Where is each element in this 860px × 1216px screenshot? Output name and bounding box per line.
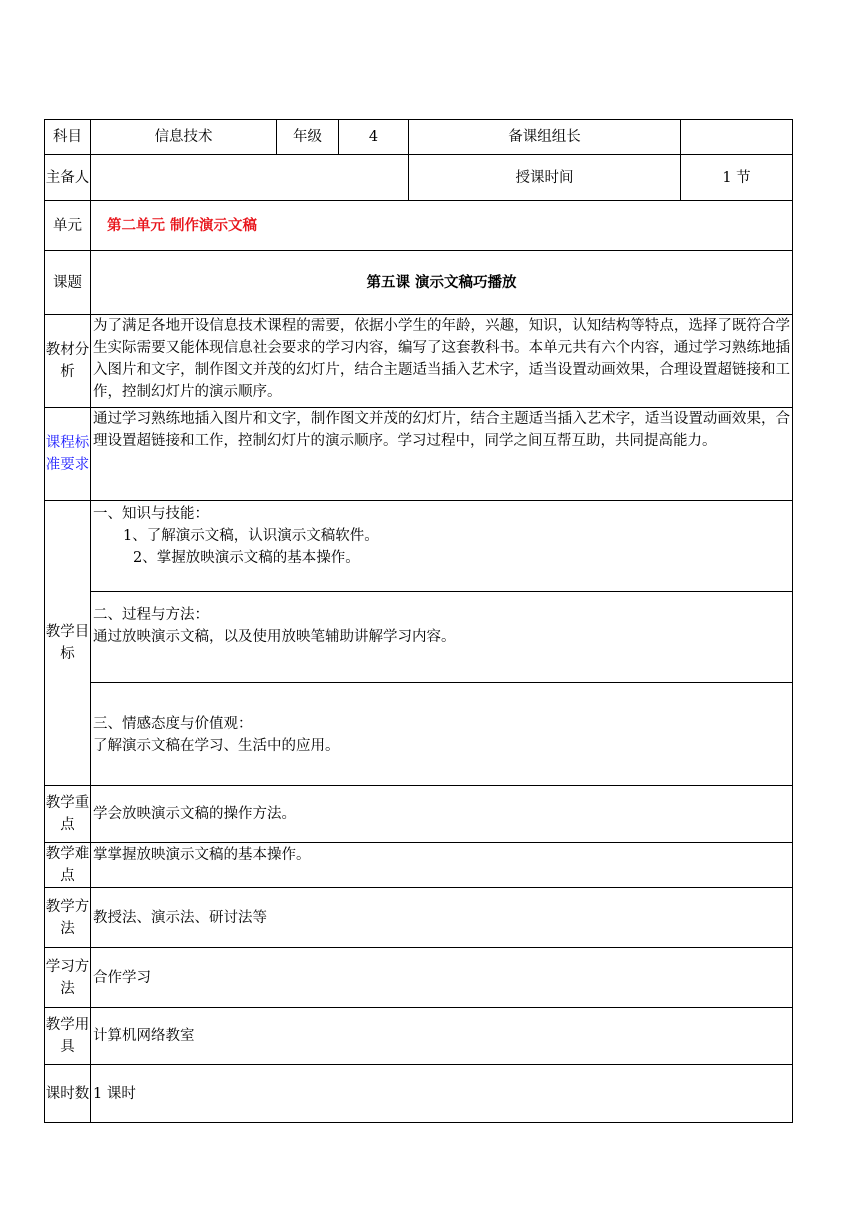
objective-knowledge-row	[45, 501, 793, 592]
preparer-value	[91, 155, 409, 201]
grade-label: 年级	[277, 120, 339, 155]
process-title: 二、过程与方法：	[93, 607, 209, 623]
key-point-value: 学会放映演示文稿的操作方法。	[91, 786, 793, 843]
hours-label: 课时数	[45, 1065, 91, 1123]
grade-value: 4	[339, 120, 409, 155]
group-leader-label: 备课组组长	[409, 120, 681, 155]
knowledge-item-2: 2、掌握放映演示文稿的基本操作。	[133, 550, 360, 566]
difficulty-value: 掌掌握放映演示文稿的基本操作。	[91, 843, 793, 888]
key-point-row	[45, 786, 793, 843]
preparer-label: 主备人	[45, 155, 91, 201]
subject-value: 信息技术	[91, 120, 277, 155]
unit-row	[45, 201, 793, 251]
analysis-row	[45, 315, 793, 408]
time-value: 1 节	[681, 155, 793, 201]
learning-method-value: 合作学习	[91, 948, 793, 1008]
objective-process-row	[45, 592, 793, 683]
teaching-method-row	[45, 888, 793, 948]
objective-emotion-row	[45, 683, 793, 786]
standard-text: 通过学习熟练地插入图片和文字，制作图文并茂的幻灯片，结合主题适当插入艺术字，适当设置动画效果，合理设置超链接和工作，控制幻灯片的演示顺序。学习过程中，同学之间互帮互助，共同提高能力。	[91, 408, 793, 501]
analysis-label: 教材分析	[45, 315, 91, 408]
unit-label: 单元	[45, 201, 91, 251]
unit-value: 第二单元 制作演示文稿	[91, 201, 793, 251]
key-point-label: 教学重点	[45, 786, 91, 843]
subject-label: 科目	[45, 120, 91, 155]
knowledge-title: 一、知识与技能：	[93, 506, 209, 522]
lesson-title: 第五课 演示文稿巧播放	[91, 251, 793, 315]
learning-method-row	[45, 948, 793, 1008]
objectives-label: 教学目标	[45, 501, 91, 786]
header-row-1	[45, 120, 793, 155]
knowledge-item-1: 1、了解演示文稿，认识演示文稿软件。	[123, 528, 379, 544]
emotion-title: 三、情感态度与价值观：	[93, 716, 253, 732]
difficulty-label: 教学难点	[45, 843, 91, 888]
analysis-text: 为了满足各地开设信息技术课程的需要，依据小学生的年龄，兴趣，知识，认知结构等特点，选择了既符合学生实际需要又能体现信息社会要求的学习内容，编写了这套教科书。本单元共有六个内容，通过学习熟练地插入图片和文字，制作图文并茂的幻灯片，结合主题适当插入艺术字，适当设置动画效果，合理设置超链接和工作，控制幻灯片的演示顺序。	[91, 315, 793, 408]
emotion-text: 了解演示文稿在学习、生活中的应用。	[93, 738, 340, 754]
hours-value: 1 课时	[91, 1065, 793, 1123]
tools-value: 计算机网络教室	[91, 1008, 793, 1065]
standard-row	[45, 408, 793, 501]
lesson-label: 课题	[45, 251, 91, 315]
objective-emotion-cell	[91, 683, 793, 786]
standard-label: 课程标准要求	[45, 408, 91, 501]
objective-process-cell	[91, 592, 793, 683]
difficulty-row	[45, 843, 793, 888]
learning-method-label: 学习方法	[45, 948, 91, 1008]
lesson-plan-table	[44, 119, 793, 1123]
teaching-method-label: 教学方法	[45, 888, 91, 948]
tools-label: 教学用具	[45, 1008, 91, 1065]
lesson-row	[45, 251, 793, 315]
tools-row	[45, 1008, 793, 1065]
header-row-2	[45, 155, 793, 201]
group-leader-value	[681, 120, 793, 155]
time-label: 授课时间	[409, 155, 681, 201]
hours-row	[45, 1065, 793, 1123]
teaching-method-value: 教授法、演示法、研讨法等	[91, 888, 793, 948]
process-text: 通过放映演示文稿，以及使用放映笔辅助讲解学习内容。	[93, 629, 456, 645]
objective-knowledge-cell	[91, 501, 793, 592]
